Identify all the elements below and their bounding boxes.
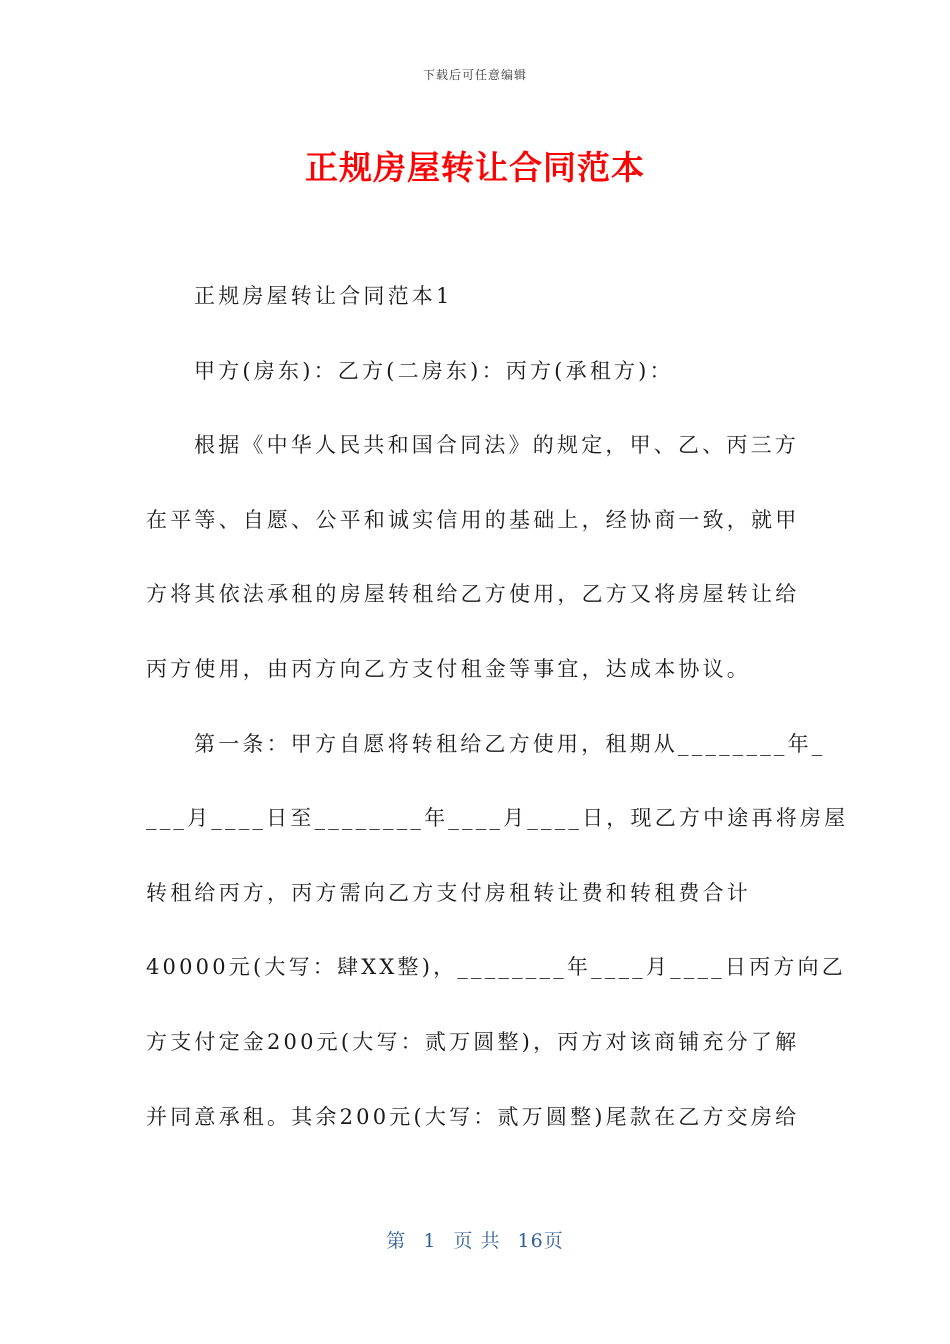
page-number: 1 bbox=[423, 1230, 437, 1252]
article-line: 40000元(大写：肆XX整)，________年____月____日丙方向乙 bbox=[146, 955, 846, 980]
paragraph-line: 在平等、自愿、公平和诚实信用的基础上，经协商一致，就甲 bbox=[146, 507, 800, 532]
paragraph-line: 方将其依法承租的房屋转租给乙方使用，乙方又将房屋转让给 bbox=[146, 582, 800, 607]
article-line: 方支付定金200元(大写：贰万圆整)，丙方对该商铺充分了解 bbox=[146, 1029, 800, 1054]
page-footer bbox=[0, 1226, 950, 1253]
article-line: 并同意承租。其余200元(大写：贰万圆整)尾款在乙方交房给 bbox=[146, 1104, 800, 1129]
article-line: ___月____日至________年____月____日，现乙方中途再将房屋 bbox=[146, 806, 849, 831]
header-note: 下载后可任意编辑 bbox=[422, 68, 527, 82]
paragraph-line: 根据《中华人民共和国合同法》的规定，甲、乙、丙三方 bbox=[194, 433, 799, 458]
total-pages: 16页 bbox=[517, 1230, 564, 1252]
page-label-prefix: 第 bbox=[386, 1230, 407, 1252]
parties-line: 甲方(房东)：乙方(二房东)：丙方(承租方)： bbox=[194, 358, 674, 383]
page-label-mid: 页 共 bbox=[453, 1230, 501, 1252]
article-line: 转租给丙方，丙方需向乙方支付房租转让费和转租费合计 bbox=[146, 880, 751, 905]
document-title: 正规房屋转让合同范本 bbox=[305, 148, 645, 187]
article-line: 第一条：甲方自愿将转租给乙方使用，租期从________年_ bbox=[194, 731, 826, 756]
document-body bbox=[146, 278, 849, 1173]
paragraph-line: 丙方使用，由丙方向乙方支付租金等事宜，达成本协议。 bbox=[146, 656, 751, 681]
section-heading: 正规房屋转让合同范本1 bbox=[194, 284, 453, 308]
